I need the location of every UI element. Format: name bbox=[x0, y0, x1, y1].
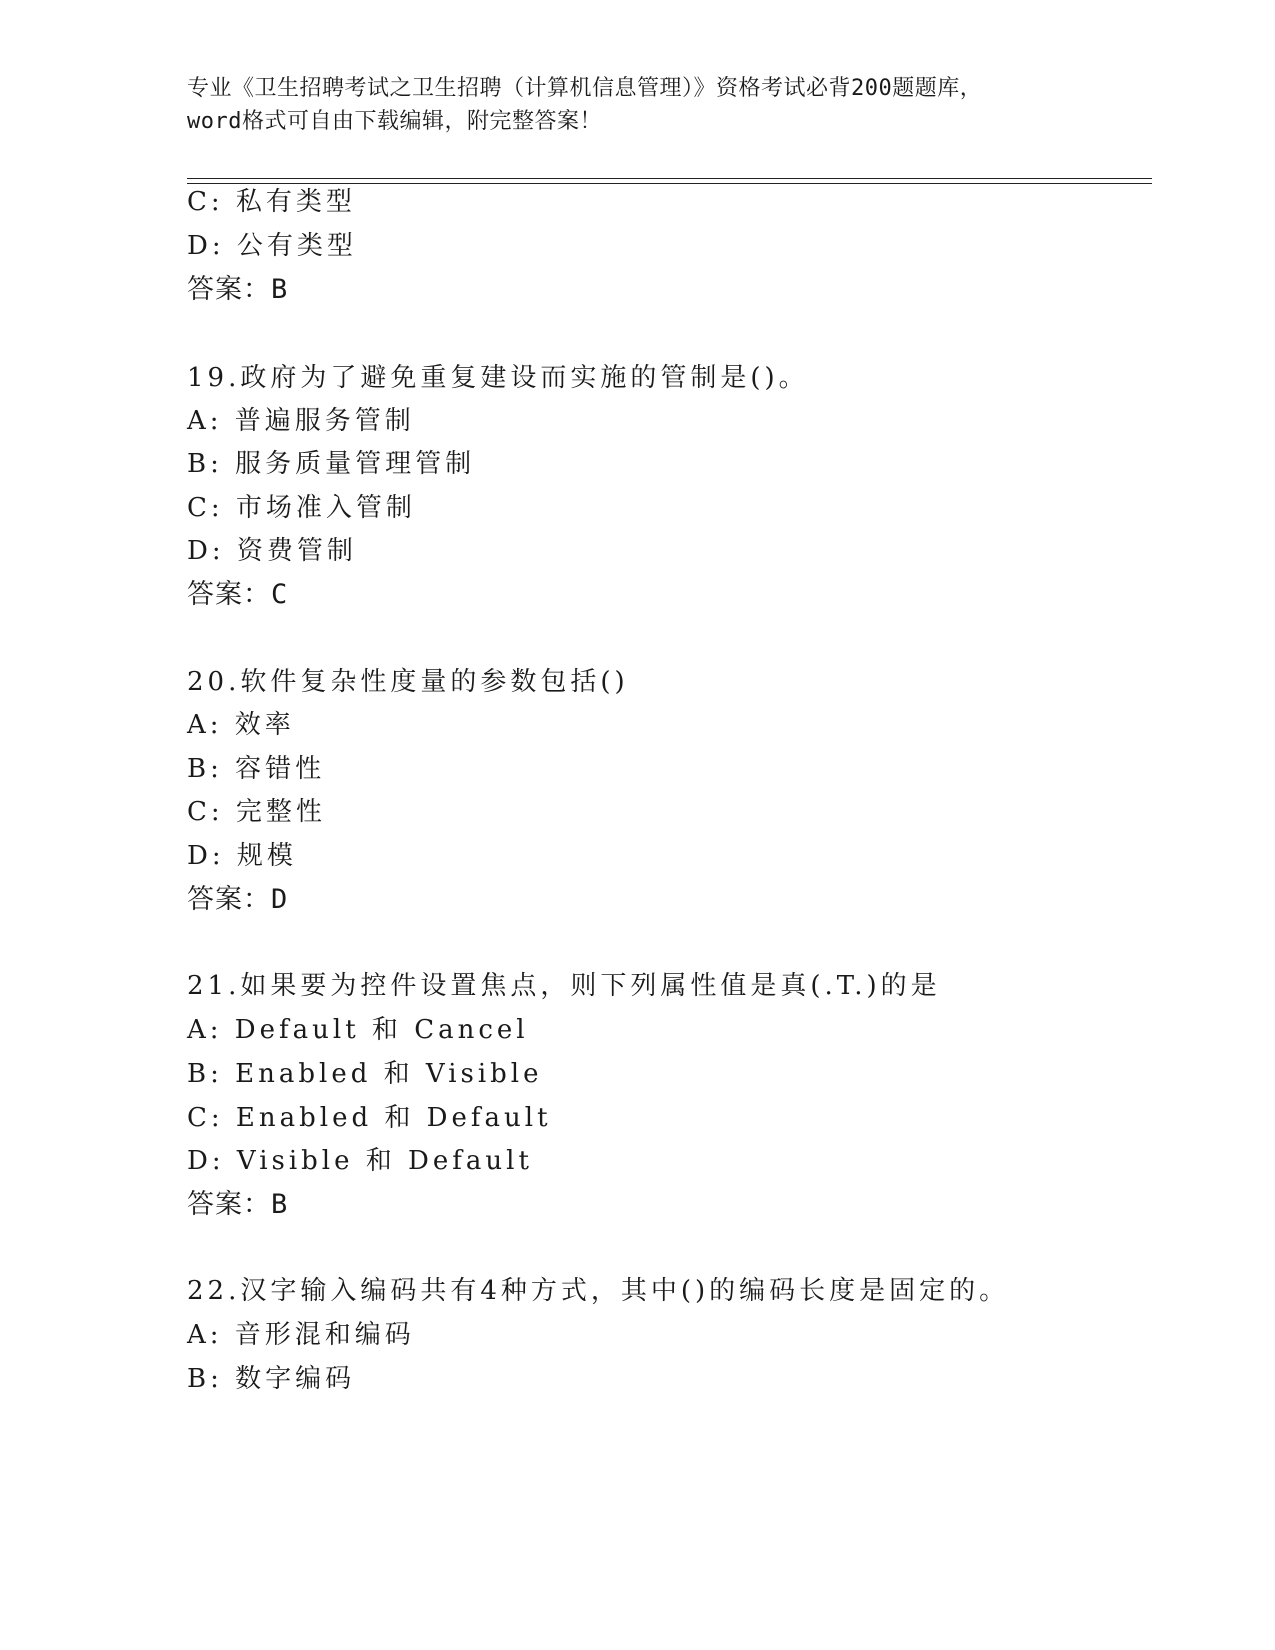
answer-label: 答案：B bbox=[187, 1189, 289, 1220]
option-c: C: 完整性 bbox=[187, 797, 326, 827]
option-c: C: 私有类型 bbox=[187, 187, 356, 217]
header-divider-bottom bbox=[187, 183, 1152, 184]
answer-label: 答案：B bbox=[187, 274, 289, 305]
header-title-line-1: 专业《卫生招聘考试之卫生招聘（计算机信息管理）》资格考试必背200题题库， bbox=[187, 76, 983, 101]
question-stem: 19.政府为了避免重复建设而实施的管制是()。 bbox=[187, 363, 809, 393]
option-b: B: 容错性 bbox=[187, 754, 326, 784]
question-stem: 21.如果要为控件设置焦点，则下列属性值是真(.T.)的是 bbox=[187, 971, 941, 1001]
option-c: C: Enabled 和 Default bbox=[187, 1103, 552, 1133]
option-a: A: 音形混和编码 bbox=[187, 1320, 415, 1350]
answer-label: 答案：C bbox=[187, 579, 289, 610]
option-b: B: Enabled 和 Visible bbox=[187, 1059, 543, 1089]
option-d: D: Visible 和 Default bbox=[187, 1146, 533, 1176]
answer-label: 答案：D bbox=[187, 884, 289, 915]
option-a: A: 普遍服务管制 bbox=[187, 406, 415, 436]
header-title-line-2: word格式可自由下载编辑，附完整答案！ bbox=[187, 109, 602, 134]
option-d: D: 资费管制 bbox=[187, 536, 357, 566]
option-d: D: 规模 bbox=[187, 841, 297, 871]
option-a: A: 效率 bbox=[187, 710, 295, 740]
option-d: D: 公有类型 bbox=[187, 231, 357, 261]
option-b: B: 数字编码 bbox=[187, 1364, 356, 1394]
header-divider-top bbox=[187, 178, 1152, 179]
document-header bbox=[187, 72, 1087, 138]
option-b: B: 服务质量管理管制 bbox=[187, 449, 476, 479]
question-stem: 20.软件复杂性度量的参数包括() bbox=[187, 667, 629, 697]
question-stem: 22.汉字输入编码共有4种方式，其中()的编码长度是固定的。 bbox=[187, 1276, 1010, 1306]
option-c: C: 市场准入管制 bbox=[187, 493, 416, 523]
option-a: A: Default 和 Cancel bbox=[187, 1015, 529, 1045]
